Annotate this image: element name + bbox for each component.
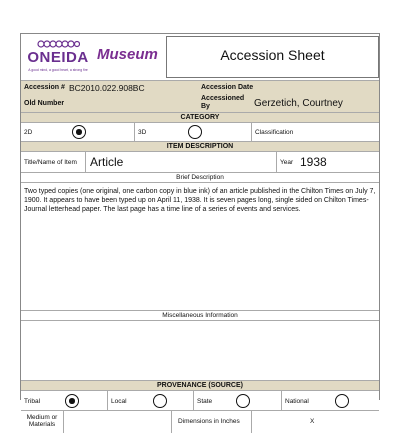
category-3d-radio[interactable] (188, 125, 202, 139)
logo-emblem-icon (36, 39, 80, 49)
accession-sheet (20, 33, 380, 428)
category-2d-label: 2D (24, 129, 33, 136)
dimensions-separator: X (310, 418, 315, 425)
category-2d-radio[interactable] (72, 125, 86, 139)
dimensions-label: Dimensions in Inches (171, 411, 251, 433)
category-row (21, 123, 379, 142)
misc-info-label: Miscellaneous Information (21, 311, 379, 321)
accessioned-by-field[interactable]: Gerzetich, Courtney (254, 98, 343, 109)
provenance-local-label: Local (111, 398, 127, 405)
category-heading: CATEGORY (21, 113, 379, 123)
provenance-national-label: National (285, 398, 309, 405)
category-divider-2 (251, 123, 252, 141)
title-divider (85, 152, 86, 172)
logo-name: ONEIDA (27, 49, 89, 66)
old-number-label: Old Number (24, 100, 65, 107)
provenance-national-radio[interactable] (335, 394, 349, 408)
title-field[interactable]: Article (90, 155, 124, 169)
provenance-row (21, 391, 379, 411)
year-field[interactable]: 1938 (300, 155, 327, 169)
provenance-tribal-radio[interactable] (65, 394, 79, 408)
medium-label: Medium or Materials (26, 414, 58, 428)
year-divider (276, 152, 277, 172)
category-3d-label: 3D (138, 129, 147, 136)
year-label: Year (280, 159, 294, 166)
provenance-state-label: State (197, 398, 213, 405)
old-number-field[interactable] (81, 95, 191, 112)
accession-number-label: Accession # (24, 84, 65, 91)
provenance-divider-3 (281, 391, 282, 410)
old-number-row (21, 95, 379, 113)
logo-tagline: A good mind, a good heart, a strong fire (28, 68, 88, 72)
classification-label: Classification (255, 129, 294, 136)
museum-title: Museum (97, 46, 158, 63)
sheet-title-box (166, 36, 379, 78)
brief-description-label: Brief Description (21, 173, 379, 183)
sheet-header (21, 34, 379, 81)
medium-row (21, 411, 379, 433)
provenance-heading: PROVENANCE (SOURCE) (21, 381, 379, 391)
provenance-local-radio[interactable] (153, 394, 167, 408)
oneida-logo (23, 34, 93, 80)
brief-description-field[interactable] (21, 183, 379, 311)
accession-number-field[interactable]: BC2010.022.908BC (69, 83, 145, 93)
provenance-state-radio[interactable] (236, 394, 250, 408)
misc-info-field[interactable] (21, 321, 379, 381)
provenance-divider-2 (193, 391, 194, 410)
provenance-tribal-label: Tribal (24, 398, 41, 405)
dimensions-field[interactable] (251, 411, 379, 433)
category-divider-1 (134, 123, 135, 141)
accession-row (21, 81, 379, 95)
title-label: Title/Name of Item (24, 159, 77, 166)
title-row (21, 152, 379, 173)
sheet-title: Accession Sheet (220, 47, 325, 63)
brief-description-text: Two typed copies (one original, one carbon copy in blue ink) of an article published in the Chilton Times on July 7, 1900. It appears to have been typed up on April 11, 1938. It is seven pages long, single sided on Chilton Times-Journal letterhead paper. The last page has a time line of a series of events and services. (24, 188, 376, 213)
item-description-heading: ITEM DESCRIPTION (21, 142, 379, 152)
accessioned-by-label: Accessioned By (201, 95, 245, 110)
medium-field[interactable] (63, 411, 171, 433)
accession-date-label: Accession Date (201, 84, 254, 91)
accession-date-field[interactable] (253, 83, 373, 95)
provenance-divider-1 (107, 391, 108, 410)
